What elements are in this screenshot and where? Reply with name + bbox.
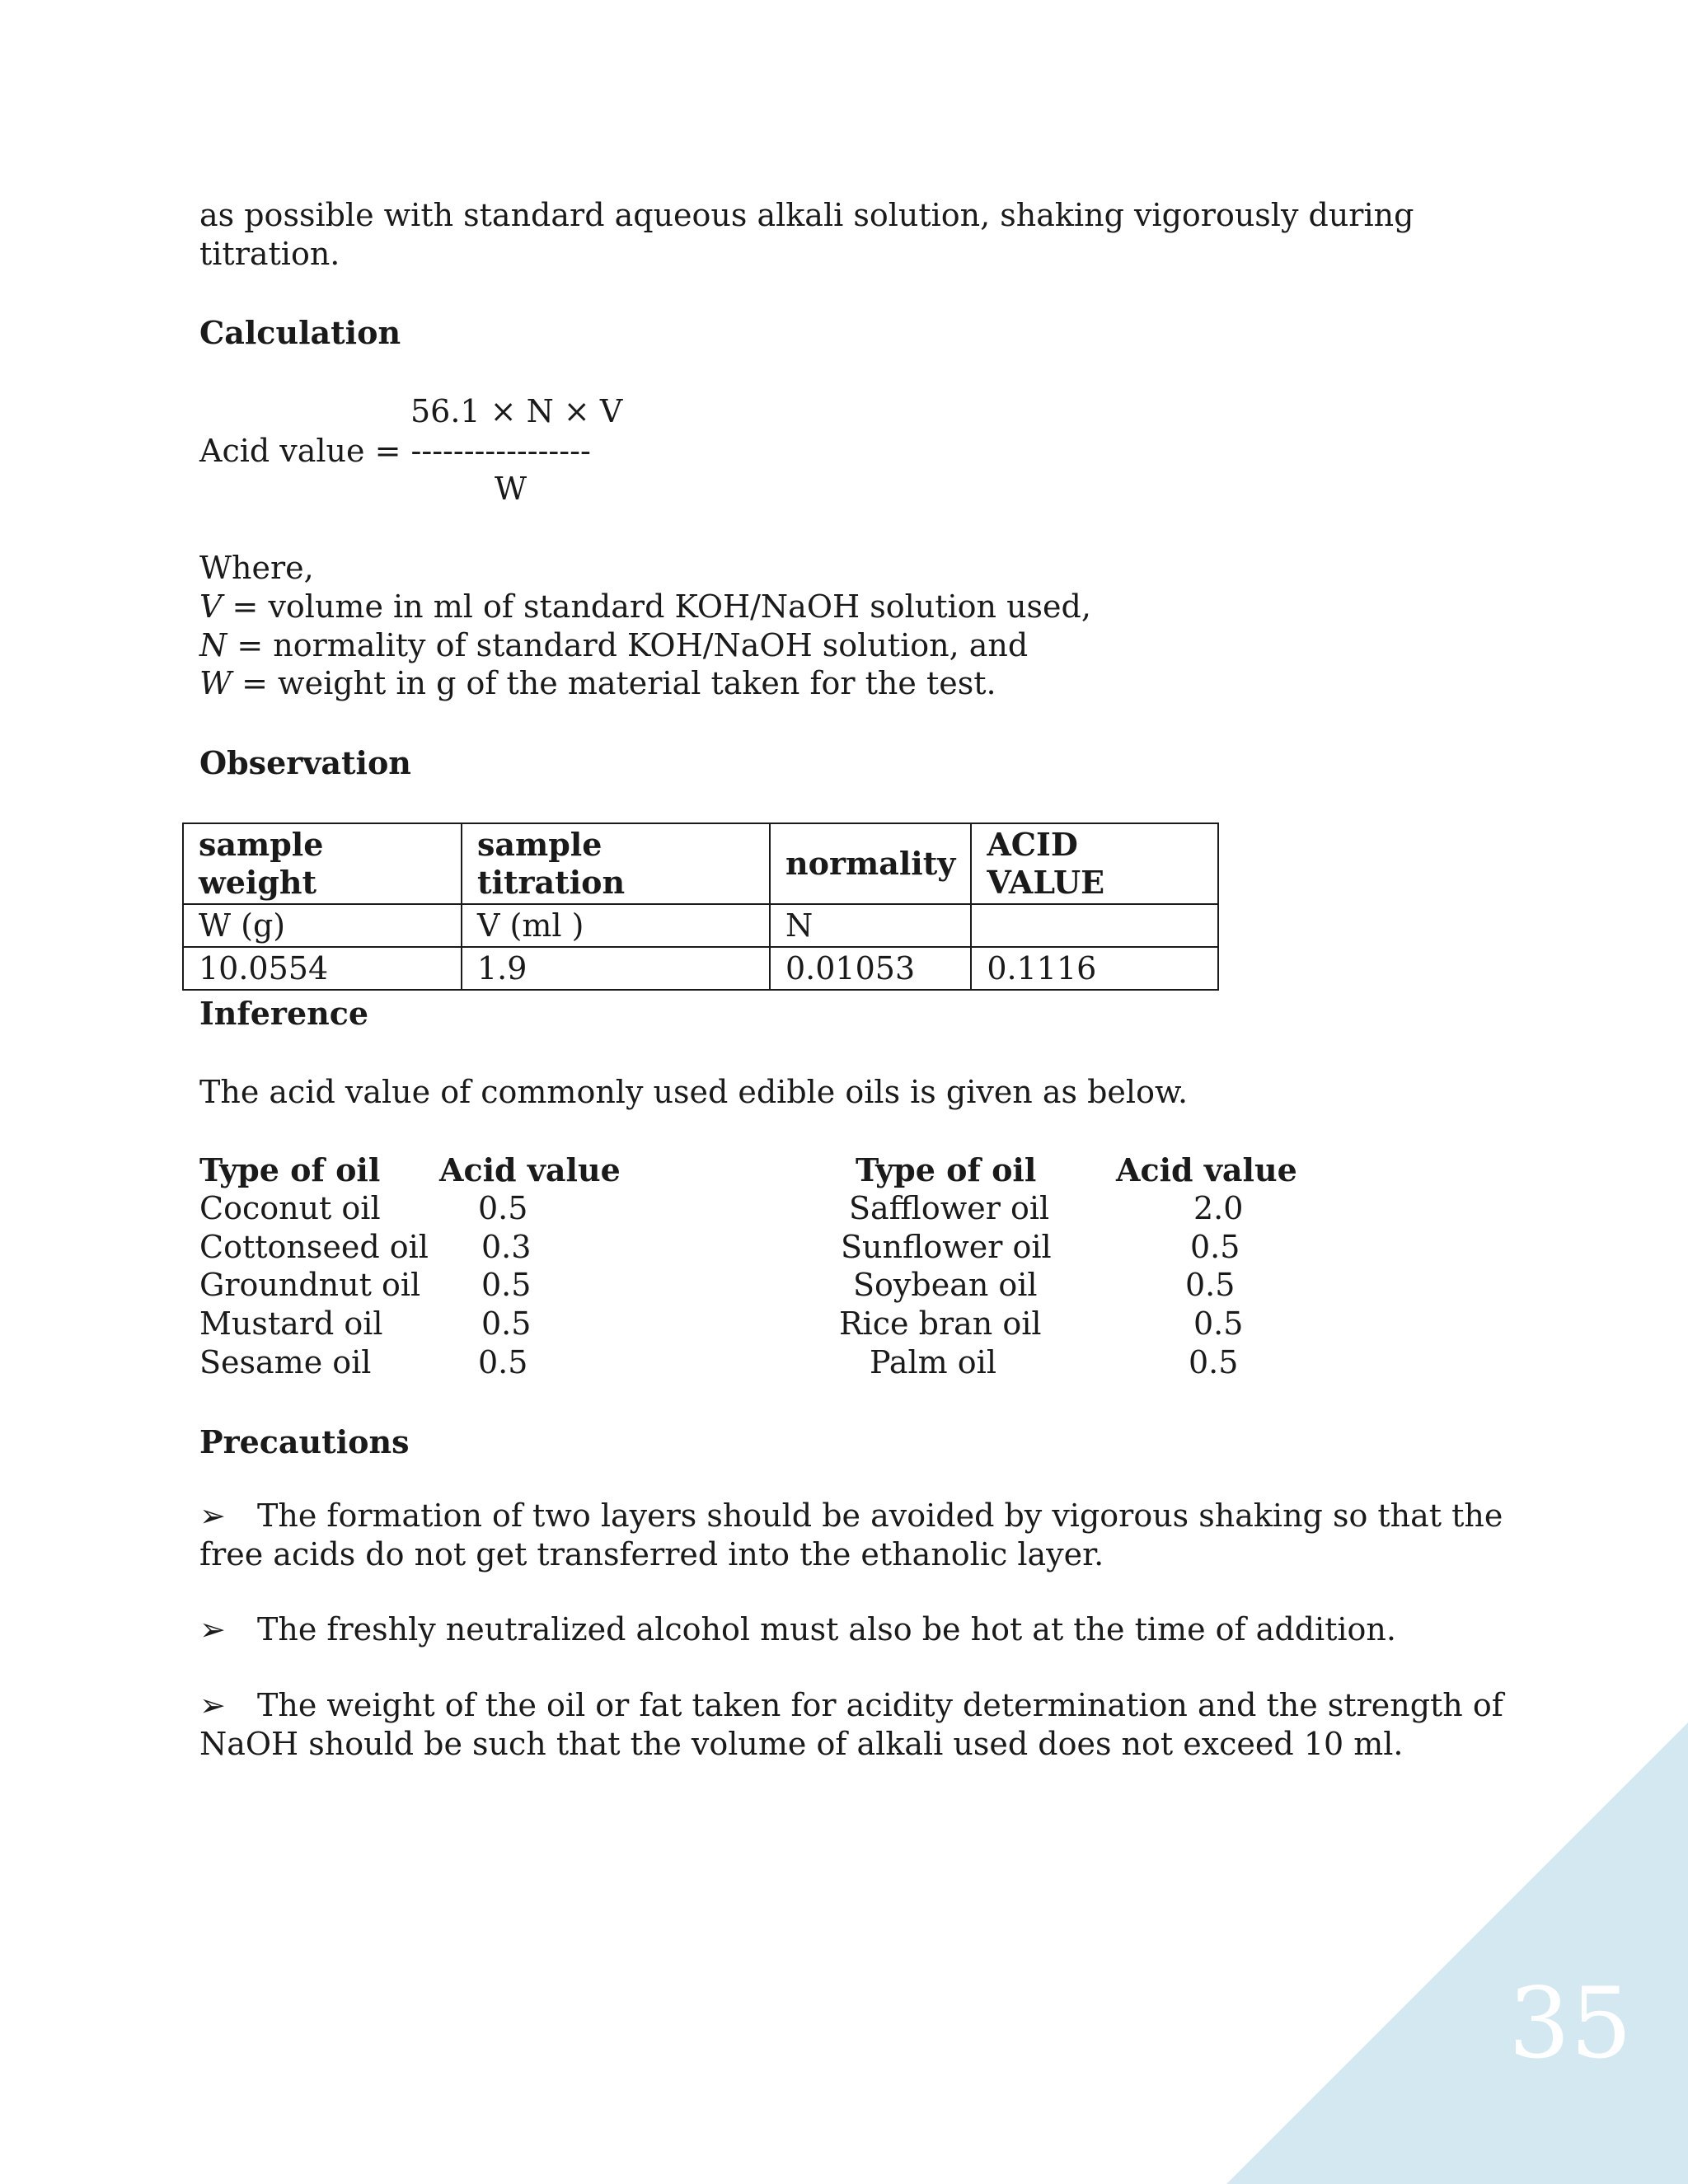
table-cell: 1.9: [462, 947, 770, 990]
definition-text: = weight in g of the material taken for the test.: [232, 665, 996, 701]
oil-value: 0.5: [1193, 1305, 1244, 1342]
oil-value: 0.5: [481, 1267, 532, 1303]
oil-value: 0.5: [478, 1190, 528, 1226]
oil-name: Sesame oil: [199, 1344, 372, 1380]
oil-value: 0.3: [481, 1229, 532, 1265]
oil-name: Mustard oil: [199, 1305, 383, 1342]
col-sample-weight: sample weight: [183, 823, 462, 904]
col-sample-titration: sample titration: [462, 823, 770, 904]
left-col-value-header: Acid value: [439, 1151, 621, 1188]
formula-denominator: W: [495, 471, 528, 507]
precaution-3-line-1: The weight of the oil or fat taken for acidity determination and the strength of: [257, 1687, 1503, 1723]
oil-name: Coconut oil: [199, 1190, 381, 1226]
definition-w: [199, 664, 996, 703]
oil-name: Groundnut oil: [199, 1267, 421, 1303]
precaution-2-line-1: The freshly neutralized alcohol must also be hot at the time of addition.: [257, 1611, 1396, 1647]
table-header-row: [183, 823, 1218, 904]
intro-line-1: as possible with standard aqueous alkali solution, shaking vigorously during: [199, 197, 1414, 233]
inference-heading: Inference: [199, 995, 369, 1032]
definition-symbol: N: [199, 627, 227, 663]
definition-text: = normality of standard KOH/NaOH solution, and: [227, 627, 1029, 663]
precaution-1-line-2: free acids do not get transferred into the ethanolic layer.: [199, 1536, 1104, 1572]
corner-triangle-decoration: [1226, 1722, 1688, 2184]
table-cell: 10.0554: [183, 947, 462, 990]
where-label: Where,: [199, 550, 314, 586]
precautions-heading: Precautions: [199, 1423, 410, 1460]
right-col-value-header: Acid value: [1116, 1151, 1297, 1188]
oil-value: 0.5: [1189, 1344, 1239, 1380]
formula-numerator: 56.1 × N × V: [410, 393, 623, 429]
formula-label: Acid value = -----------------: [199, 433, 591, 469]
table-cell: V (ml ): [462, 904, 770, 947]
table-cell: W (g): [183, 904, 462, 947]
table-cell: [971, 904, 1218, 947]
bullet-arrow-icon: ➢: [199, 1611, 226, 1647]
precaution-1-line-1: The formation of two layers should be avoided by vigorous shaking so that the: [257, 1497, 1503, 1534]
definition-n: [199, 626, 1028, 665]
oil-value: 2.0: [1193, 1190, 1244, 1226]
observation-heading: Observation: [199, 744, 411, 781]
intro-line-2: titration.: [199, 236, 340, 272]
oil-name: Cottonseed oil: [199, 1229, 429, 1265]
page-number: 35: [1508, 1966, 1633, 2080]
precaution-3-line-2: NaOH should be such that the volume of alkali used does not exceed 10 ml.: [199, 1726, 1404, 1762]
definition-v: [199, 588, 1091, 626]
oil-name: Palm oil: [870, 1344, 996, 1380]
oil-name: Soybean oil: [853, 1267, 1038, 1303]
observation-table: [182, 823, 1219, 991]
definition-symbol: W: [199, 665, 232, 701]
left-col-type-header: Type of oil: [199, 1151, 381, 1188]
oil-value: 0.5: [1185, 1267, 1236, 1303]
right-col-type-header: Type of oil: [856, 1151, 1037, 1188]
col-acid-value: ACID VALUE: [971, 823, 1218, 904]
table-row: [183, 904, 1218, 947]
bullet-arrow-icon: ➢: [199, 1497, 226, 1534]
corner-triangle: [1226, 1722, 1688, 2184]
definition-text: = volume in ml of standard KOH/NaOH solution used,: [222, 588, 1091, 625]
table-cell: N: [770, 904, 971, 947]
oil-value: 0.5: [481, 1305, 532, 1342]
calculation-heading: Calculation: [199, 314, 401, 351]
col-normality: normality: [770, 823, 971, 904]
oil-name: Safflower oil: [849, 1190, 1050, 1226]
bullet-arrow-icon: ➢: [199, 1687, 226, 1723]
table-cell: 0.1116: [971, 947, 1218, 990]
table-row: [183, 947, 1218, 990]
table-cell: 0.01053: [770, 947, 971, 990]
oil-name: Sunflower oil: [841, 1229, 1052, 1265]
oil-value: 0.5: [478, 1344, 528, 1380]
definition-symbol: V: [199, 588, 223, 625]
inference-text: The acid value of commonly used edible oils is given as below.: [199, 1074, 1189, 1110]
oil-name: Rice bran oil: [839, 1305, 1042, 1342]
oil-value: 0.5: [1190, 1229, 1240, 1265]
